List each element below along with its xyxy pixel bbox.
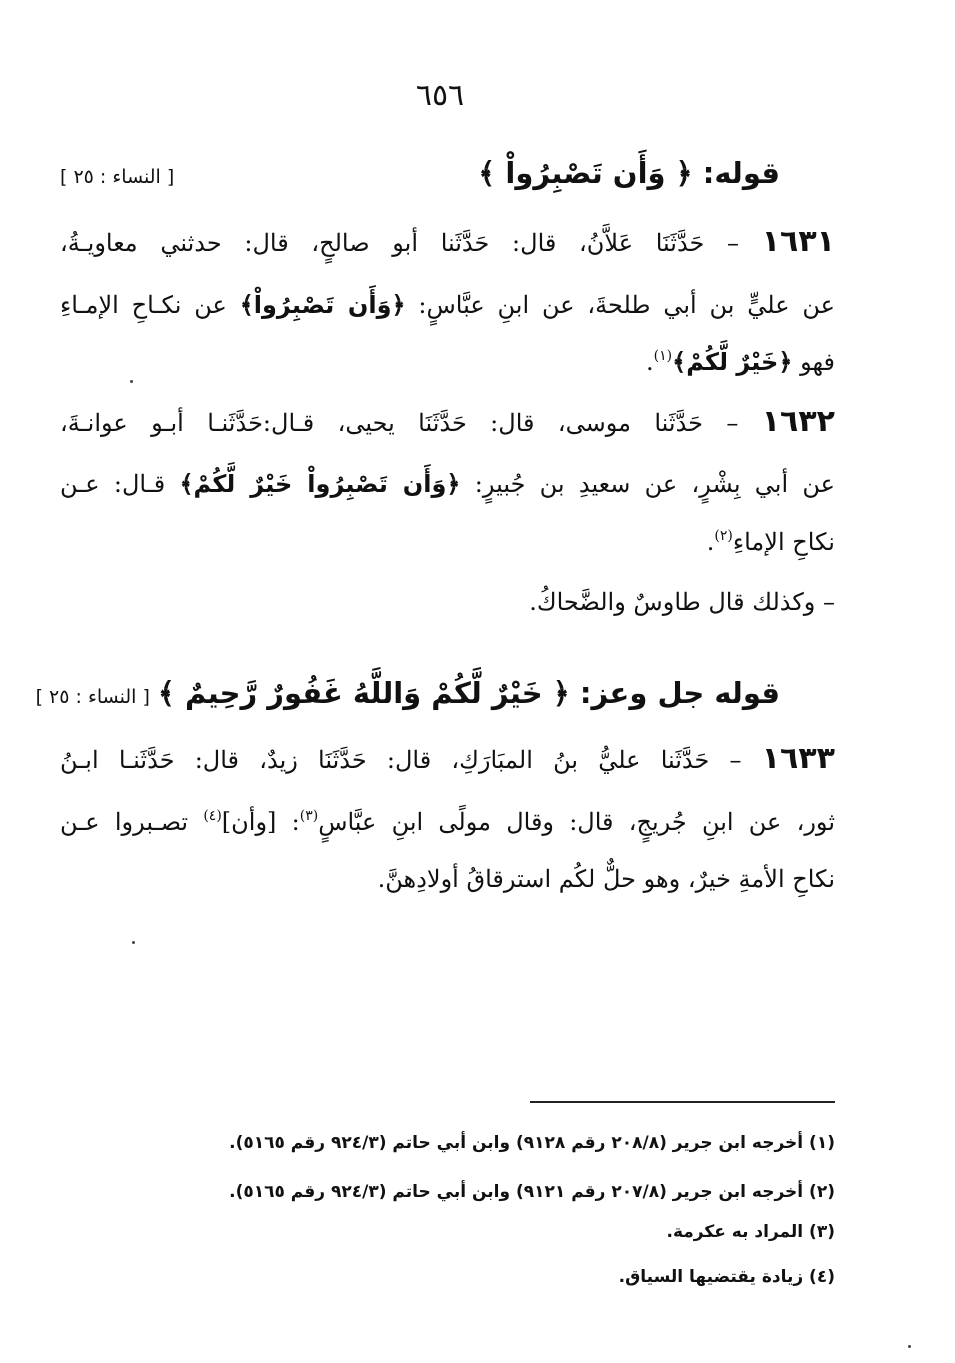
hadith-text: – حَدَّثَنَا عَلاَّنُ، قال: حَدَّثَنا أبو صالحٍ، قال: حدثني معاويـةُ، [60,229,740,257]
hadith-text: عن أبي بِشْرٍ، عن سعيدِ بن جُبيرٍ: [474,470,835,498]
hadith-1632-line-4 [60,585,835,619]
surah-reference: [ النساء : ٢٥ ] [35,686,150,708]
footnote-marker: (٤) [203,808,222,824]
quran-quote: ﴿وَأَن تَصْبِرُواْ﴾ [239,291,406,319]
footnote-2: (٢) أخرجه ابن جرير (٢٠٧/٨ رقم ٩١٢١) وابن أبي حاتم (٩٢٤/٣ رقم ٥١٦٥). [229,1182,835,1202]
verse-close-bracket: ﴾ [478,156,496,190]
hadith-text: فهو [800,348,835,376]
hadith-number: ١٦٣٣ [761,741,835,776]
footnote-marker: (٢) [714,528,733,544]
section-heading-2-text [158,676,780,710]
hadith-text: قـال: عـن [60,470,166,498]
hadith-1631-line-2 [60,288,835,322]
hadith-number: ١٦٣١ [761,224,835,259]
hadith-text: – وكذلك قال طاوسٌ والضَّحاكُ. [529,588,835,616]
footnote-marker: (٣) [299,808,319,824]
hadith-text: : [وأن] [221,808,300,836]
scan-speck [130,380,133,383]
hadith-text: نكاحِ الإماءِ [732,528,835,556]
hadith-text: نكاحِ الأمةِ خيرٌ، وهو حلٌّ لكُم استرقاقُ أولادِهنَّ. [377,865,835,893]
footnote-marker: (١) [653,348,673,364]
hadith-1631-line-1 [60,225,835,260]
footnote-3: (٣) المراد به عكرمة. [666,1222,835,1242]
section-heading-1-text [478,156,780,190]
hadith-1631-line-3 [60,345,835,383]
hadith-text: ثور، عن ابنِ جُريجٍ، قال: وقال مولًى ابنِ عبَّاسٍ [318,808,835,836]
hadith-text: – حَدَّثَنا عليُّ بنُ المبَارَكِ، قال: حَدَّثَنَا زيدٌ، قال: حَدَّثَنـا ابـنُ [60,746,742,774]
hadith-text: تصـبروا عـن [60,808,189,836]
hadith-1633-line-3 [60,862,835,896]
scan-speck [132,941,135,944]
hadith-text: . [646,348,654,376]
surah-reference: [ النساء : ٢٥ ] [60,166,175,188]
heading-prefix: قوله: [702,156,780,190]
page-number: ٦٥٦ [415,78,465,113]
hadith-1632-line-1 [60,405,835,440]
hadith-1633-line-2 [60,805,835,843]
section-heading-2 [35,676,780,710]
hadith-text: عن نكـاحِ الإمـاءِ [60,291,227,319]
verse-text: خَيْرٌ لَّكُمْ وَاللَّهُ غَفُورٌ رَّحِيمٌ [185,676,543,710]
heading-prefix: قوله جل وعز: [579,676,780,710]
hadith-number: ١٦٣٢ [761,404,835,439]
verse-text: وَأَن تَصْبِرُواْ [505,156,666,190]
footnote-4: (٤) زيادة يقتضيها السياق. [618,1267,835,1287]
verse-close-bracket: ﴾ [157,676,175,710]
scan-speck [908,1345,911,1348]
verse-open-bracket: ﴿ [675,156,693,190]
hadith-1632-line-3 [60,525,835,563]
hadith-text: عن عليٍّ بن أبي طلحةَ، عن ابنِ عبَّاسٍ: [418,291,835,319]
section-heading-1 [60,156,780,190]
quran-quote: ﴿وَأَن تَصْبِرُواْ خَيْرٌ لَّكُمْ﴾ [179,470,461,498]
hadith-text: . [706,528,715,556]
hadith-1633-line-1 [60,742,835,777]
footnote-1: (١) أخرجه ابن جرير (٢٠٨/٨ رقم ٩١٢٨) وابن أبي حاتم (٩٢٤/٣ رقم ٥١٦٥). [229,1133,835,1153]
quran-quote: ﴿خَيْرٌ لَّكُمْ﴾ [672,348,793,376]
footnote-divider [530,1101,835,1103]
hadith-1632-line-2 [60,467,835,501]
verse-open-bracket: ﴿ [552,676,570,710]
hadith-text: – حَدَّثَنا موسى، قال: حَدَّثَنَا يحيى، قـال:حَدَّثَنـا أبـو عوانـةَ، [60,409,739,437]
